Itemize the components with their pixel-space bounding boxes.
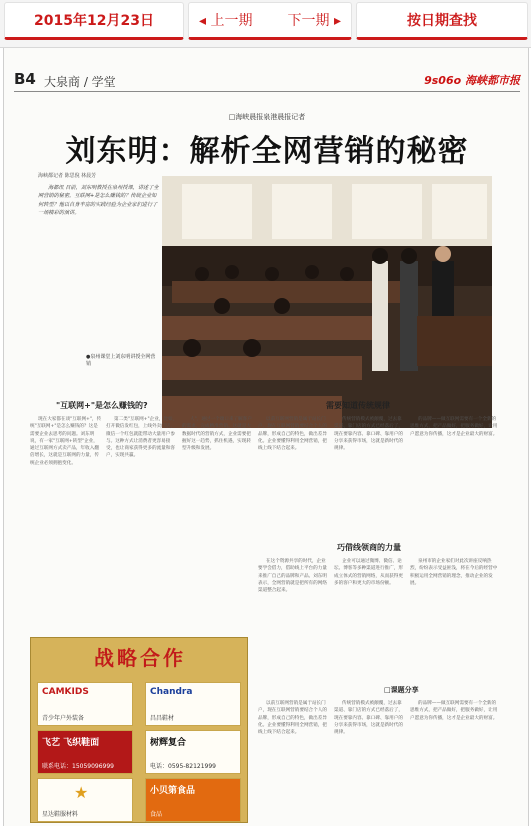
body-column-3: 人"，通过一个端口来了解客户的需求，完成精准营销。这就是大数据时代的营销方式，企业需要把握好这一趋势，抓住机遇，实现转型升级和发展。 — [182, 417, 252, 452]
lecture-photo — [162, 176, 492, 428]
ad-partner-1 — [37, 682, 133, 726]
partner-logo: Chandra — [150, 687, 193, 697]
partner-logo: 树辉复合 — [150, 738, 187, 748]
ad-partner-6 — [145, 778, 241, 822]
ad-partner-2 — [145, 682, 241, 726]
partner-logo: CAMKIDS — [42, 687, 89, 697]
section-heading-4: □课题分享 — [384, 686, 419, 694]
body-column-2: 第二类"互联网+"企业，比如，打开微信发红包，上线外卖门店，微信一个红包就能带动大量用户参与。这种方式让消费者更容易接受，也让商家获得更多的流量和客户，实现共赢。 — [106, 417, 178, 459]
partner-desc: 星达鞋服材料 — [42, 811, 79, 818]
ad-partner-4 — [145, 730, 241, 774]
partner-desc: 电话：0595-82121999 — [150, 763, 216, 770]
partner-desc: 食品 — [150, 811, 163, 818]
partner-desc: 联系电话：15059096999 — [42, 763, 114, 770]
paper-logo: 9s06o 海峡都市报 — [424, 74, 520, 87]
body-column-9: 泉州市的企业家们对此次讲座反响热烈，纷纷表示受益匪浅，将在今后的经营中积极运用全网营销的理念，推动企业的发展。 — [410, 559, 498, 586]
section-heading-3: 巧借线领商的力量 — [337, 543, 401, 552]
body-column-11: 传统营销模式被颠覆，过去靠渠道、靠门店的方式已经落后了，现在要靠内容、靠口碑、靠用户的分享来获得市场，这就是新时代的规律。 — [334, 701, 403, 736]
ad-partner-5 — [37, 778, 133, 822]
issue-navigation — [188, 2, 352, 40]
newspaper-page — [3, 48, 529, 826]
ad-title: 战略合作 — [94, 646, 186, 670]
star-icon: ★ — [74, 783, 89, 802]
body-column-6: 的品牌——做互联网需要有一个全新的思维方式，把产品做好，把服务做好，让用户愿意为你传播，这才是企业最大的财富。 — [410, 417, 498, 437]
article-lead — [38, 184, 160, 217]
body-column-10: 以前互联网营销是属于站长门户，现在互联网营销要结合个人的品牌，形成自己的特色，做出差异化。企业要懂得利用全网营销，把线上线下结合起来。 — [258, 701, 327, 736]
lead-paragraph: 海都讯 日前，刘东明教授在泉州授课，讲述了全网营销的秘密。互联网+是怎么赚钱的？传统企业如何转型？他以自身丰富的实践经验为企业家们进行了一场精彩的演讲。 — [38, 185, 159, 216]
next-issue-link[interactable]: 下一期 ▸ — [287, 13, 341, 29]
body-column-1: 现在大家都在谈"互联网+"，传统"互联网+"是怎么赚钱的？这是需要企业去思考的问题。刘东明说，有一家"互联网+转型"企业，通过互联网方式卖产品，年收入翻倍增长，这就是互联网的力量，传统企业必须拥抱变化。 — [30, 417, 102, 466]
body-column-8: 企业可以通过微博、微信、论坛、博客等多种渠道进行推广，形成立体式的营销网络，从而获得更多的客户和更大的市场份额。 — [334, 559, 403, 586]
search-by-date-button[interactable]: 按日期查找 — [356, 2, 528, 40]
page-number: B4 — [14, 70, 36, 88]
article-byline: 海峡都记者 陈思倪 林晨芳 — [38, 173, 97, 179]
body-column-7: 在这个资源共享的时代，企业要学会借力，借助线上平台的力量来推广自己的品牌和产品。刘东明表示，全网营销就是把所有的网络渠道整合起来。 — [258, 559, 327, 594]
ad-partner-3 — [37, 730, 133, 774]
top-nav-bar — [0, 0, 531, 48]
body-column-5: 传统营销模式被颠覆，过去靠渠道、靠门店的方式已经落后了，现在要靠内容、靠口碑、靠用户的分享来获得市场，这就是新时代的规律。 — [334, 417, 403, 452]
partner-desc: 昌昌鞋材 — [150, 715, 175, 722]
article-headline: 刘东明：解析全网营销的秘密 — [65, 134, 469, 169]
partner-logo: 飞艺 飞织鞋面 — [42, 738, 100, 748]
partner-advertisement — [30, 637, 248, 823]
prev-issue-link[interactable]: ◂ 上一期 — [199, 13, 253, 29]
section-heading-1: "互联网+"是怎么赚钱的? — [56, 401, 148, 410]
partner-logo: 小贝第食品 — [150, 786, 196, 796]
section-name: 大泉商 / 学堂 — [44, 75, 116, 89]
body-column-4: 以前互联网营销是属于站长门户，现在互联网营销要结合个人的品牌，形成自己的特色，做出差异化。企业要懂得利用全网营销，把线上线下结合起来。 — [258, 417, 327, 452]
body-column-12: 的品牌——做互联网需要有一个全新的思维方式，把产品做好，把服务做好，让用户愿意为你传播，这才是企业最大的财富。 — [410, 701, 498, 721]
issue-date: 2015年12月23日 — [4, 2, 184, 40]
section-heading-2: 需要知道传统规律 — [326, 401, 390, 410]
page-header — [14, 70, 520, 92]
partner-desc: 青少年户外装备 — [42, 715, 85, 722]
article-kicker: □海峡晨报泉港晨报记者 — [228, 113, 306, 121]
photo-caption: ●泉州课堂上刘东明讲授全网营销 — [86, 354, 156, 367]
